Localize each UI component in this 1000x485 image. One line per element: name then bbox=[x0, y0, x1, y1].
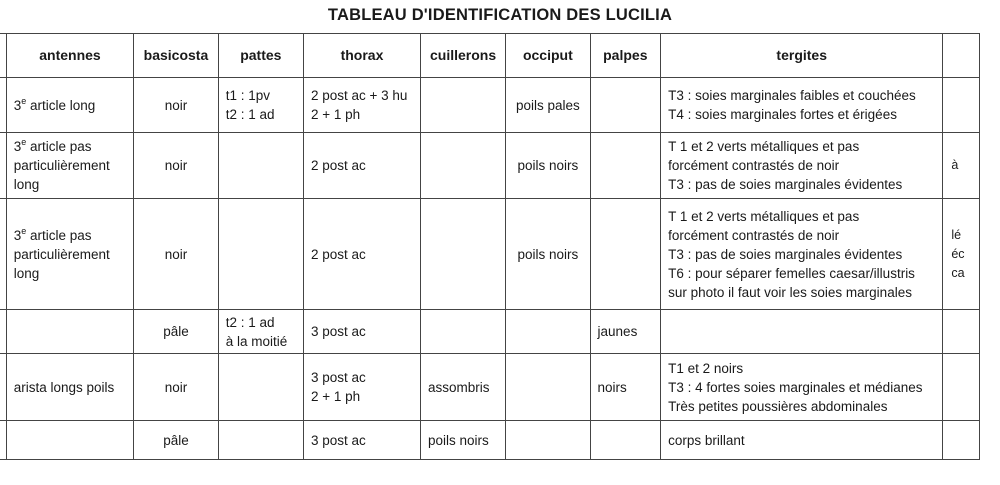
cell-tergites: corps brillant bbox=[661, 421, 943, 460]
cell-extra: à bbox=[943, 133, 980, 199]
cell-pattes: t2 : 1 ad à la moitié bbox=[218, 310, 303, 354]
table-row bbox=[0, 310, 980, 354]
cell-cuillerons: poils noirs bbox=[420, 421, 505, 460]
header-tergites: tergites bbox=[661, 34, 943, 78]
cell-cuillerons bbox=[420, 310, 505, 354]
cell-pattes: t1 : 1pv t2 : 1 ad bbox=[218, 78, 303, 133]
table-row bbox=[0, 78, 980, 133]
cell-occiput bbox=[506, 354, 590, 421]
cell-extra: lé éc ca bbox=[943, 199, 980, 310]
cell-antennes bbox=[6, 310, 133, 354]
header-palpes: palpes bbox=[590, 34, 661, 78]
cell-cuillerons bbox=[420, 133, 505, 199]
cell-thorax: 3 post ac 2 + 1 ph bbox=[303, 354, 420, 421]
cell-thorax: 3 post ac bbox=[303, 421, 420, 460]
document-title: TABLEAU D'IDENTIFICATION DES LUCILIA bbox=[327, 6, 673, 24]
header-pattes: pattes bbox=[218, 34, 303, 78]
cell-basicosta: noir bbox=[134, 199, 218, 310]
cell-palpes bbox=[590, 78, 661, 133]
cell-antennes: 3e article pas particulièrement long bbox=[6, 133, 133, 199]
cell-tergites: T 1 et 2 verts métalliques et pas forcément contrastés de noir T3 : pas de soies marginales évidentes bbox=[661, 133, 943, 199]
cell-antennes: 3e article long bbox=[6, 78, 133, 133]
header-antennes: antennes bbox=[6, 34, 133, 78]
cell-extra bbox=[943, 354, 980, 421]
cell-thorax: 2 post ac + 3 hu 2 + 1 ph bbox=[303, 78, 420, 133]
cell-extra bbox=[943, 310, 980, 354]
cell-pattes bbox=[218, 354, 303, 421]
cell-occiput: poils noirs bbox=[506, 133, 590, 199]
identification-table bbox=[0, 33, 980, 460]
cell-pattes bbox=[218, 199, 303, 310]
cell-pattes bbox=[218, 421, 303, 460]
cell-occiput bbox=[506, 310, 590, 354]
cell-occiput bbox=[506, 421, 590, 460]
cell-palpes bbox=[590, 199, 661, 310]
cell-antennes: arista longs poils bbox=[6, 354, 133, 421]
table-row bbox=[0, 199, 980, 310]
header-thorax: thorax bbox=[303, 34, 420, 78]
cell-palpes bbox=[590, 421, 661, 460]
cell-palpes: noirs bbox=[590, 354, 661, 421]
cell-cuillerons bbox=[420, 78, 505, 133]
table-row bbox=[0, 421, 980, 460]
cell-tergites bbox=[661, 310, 943, 354]
header-basicosta: basicosta bbox=[134, 34, 218, 78]
cell-pattes bbox=[218, 133, 303, 199]
cell-basicosta: noir bbox=[134, 354, 218, 421]
cell-cuillerons bbox=[420, 199, 505, 310]
cell-palpes bbox=[590, 133, 661, 199]
cell-basicosta: noir bbox=[134, 133, 218, 199]
cell-thorax: 2 post ac bbox=[303, 133, 420, 199]
cell-occiput: poils noirs bbox=[506, 199, 590, 310]
cell-antennes bbox=[6, 421, 133, 460]
cell-tergites: T1 et 2 noirs T3 : 4 fortes soies marginales et médianes Très petites poussières abdominales bbox=[661, 354, 943, 421]
cell-tergites: T 1 et 2 verts métalliques et pas forcément contrastés de noir T3 : pas de soies marginales évidentes T6 : pour séparer femelles caesar/illustris sur photo il faut voir les soies marginales bbox=[661, 199, 943, 310]
cell-basicosta: pâle bbox=[134, 310, 218, 354]
cell-cuillerons: assombris bbox=[420, 354, 505, 421]
header-cell-trail bbox=[943, 34, 980, 78]
header-cuillerons: cuillerons bbox=[420, 34, 505, 78]
cell-occiput: poils pales bbox=[506, 78, 590, 133]
cell-palpes: jaunes bbox=[590, 310, 661, 354]
cell-thorax: 3 post ac bbox=[303, 310, 420, 354]
cell-extra bbox=[943, 421, 980, 460]
header-occiput: occiput bbox=[506, 34, 590, 78]
header-row bbox=[0, 34, 980, 78]
table-row bbox=[0, 354, 980, 421]
cell-thorax: 2 post ac bbox=[303, 199, 420, 310]
cell-basicosta: noir bbox=[134, 78, 218, 133]
table-row bbox=[0, 133, 980, 199]
cell-antennes: 3e article pas particulièrement long bbox=[6, 199, 133, 310]
cell-tergites: T3 : soies marginales faibles et couchées T4 : soies marginales fortes et érigées bbox=[661, 78, 943, 133]
cell-basicosta: pâle bbox=[134, 421, 218, 460]
cell-extra bbox=[943, 78, 980, 133]
